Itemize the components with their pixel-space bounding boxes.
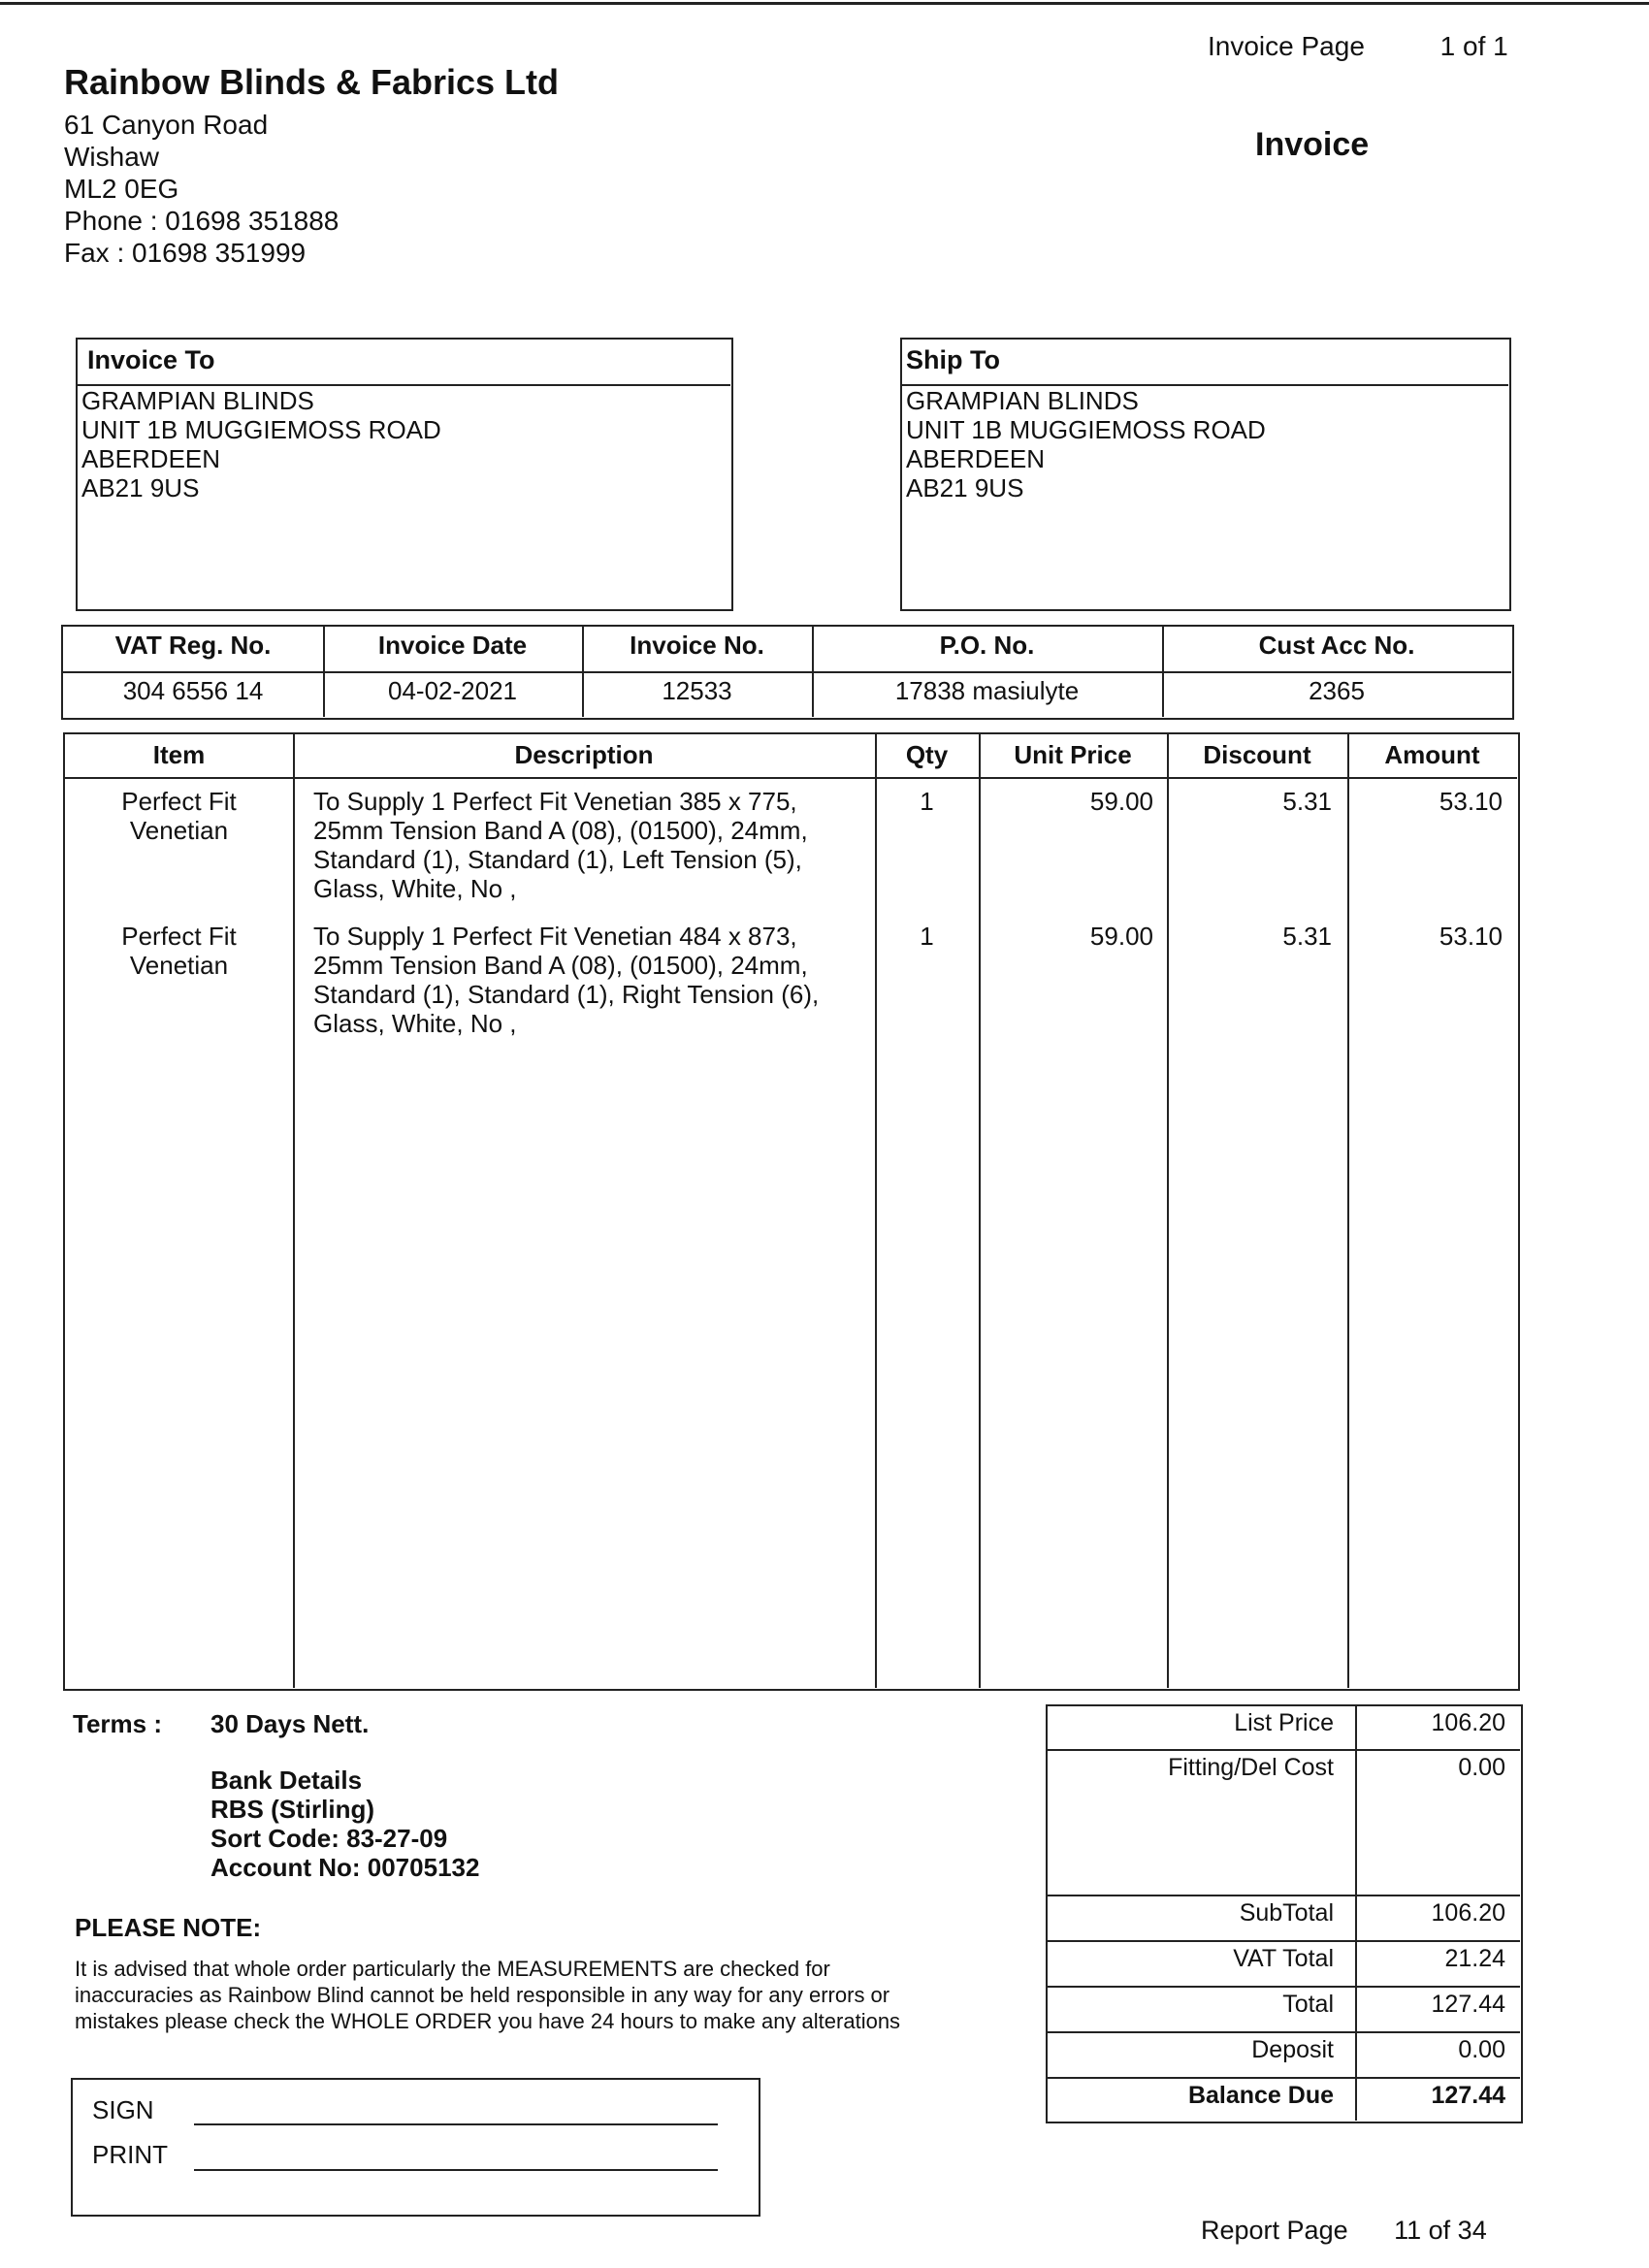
item-discount: 5.31 <box>1282 787 1332 816</box>
description-line: To Supply 1 Perfect Fit Venetian 484 x 873, <box>313 922 797 951</box>
description-line: Standard (1), Standard (1), Right Tension (6), <box>313 980 820 1009</box>
divider <box>1347 734 1349 1688</box>
item-amount: 53.10 <box>1439 922 1503 951</box>
invoice-no-value: 12533 <box>662 676 732 705</box>
address-line: AB21 9US <box>906 473 1024 502</box>
address-line: GRAMPIAN BLINDS <box>81 386 314 415</box>
company-address <box>64 109 339 269</box>
item-qty: 1 <box>920 922 934 951</box>
bank-details <box>210 1766 479 1882</box>
divider <box>1048 2077 1520 2079</box>
print-line[interactable] <box>194 2169 718 2171</box>
company-address-line: Wishaw <box>64 142 160 172</box>
divider <box>1167 734 1169 1688</box>
items-header: Unit Price <box>1014 740 1132 769</box>
company-phone: Phone : 01698 351888 <box>64 206 340 236</box>
divider <box>1048 1749 1520 1751</box>
subtotal-label: SubTotal <box>1239 1899 1334 1927</box>
note-line: mistakes please check the WHOLE ORDER you have 24 hours to make any alterations <box>75 2009 901 2033</box>
address-line: UNIT 1B MUGGIEMOSS ROAD <box>906 415 1266 444</box>
description-line: 25mm Tension Band A (08), (01500), 24mm, <box>313 816 808 845</box>
ref-header: Invoice No. <box>630 631 764 660</box>
invoice-page-header <box>1208 31 1508 62</box>
divider <box>1048 1986 1520 1988</box>
description-line: To Supply 1 Perfect Fit Venetian 385 x 775, <box>313 787 797 816</box>
signature-box <box>71 2078 760 2217</box>
note-line: It is advised that whole order particularly the MEASUREMENTS are checked for <box>75 1957 830 1981</box>
item-qty: 1 <box>920 787 934 816</box>
item-name-line: Venetian <box>129 816 229 845</box>
sign-label: SIGN <box>92 2095 154 2124</box>
divider <box>979 734 981 1688</box>
invoice-date-value: 04-02-2021 <box>388 676 517 705</box>
items-header: Discount <box>1203 740 1311 769</box>
invoice-page-label: Invoice Page <box>1208 31 1365 61</box>
vat-total-value: 21.24 <box>1444 1945 1505 1972</box>
items-header: Qty <box>905 740 949 769</box>
ship-to-box <box>900 338 1511 611</box>
divider <box>65 777 1517 779</box>
total-value: 127.44 <box>1431 1991 1505 2018</box>
items-header: Description <box>514 740 654 769</box>
description-line: Standard (1), Standard (1), Left Tension (5), <box>313 845 802 874</box>
address-line: ABERDEEN <box>81 444 221 473</box>
reference-table <box>61 625 1514 720</box>
company-address-line: ML2 0EG <box>64 174 179 204</box>
ship-to-title: Ship To <box>906 345 1000 374</box>
bank-details-line: RBS (Stirling) <box>210 1795 374 1824</box>
vat-reg-value: 304 6556 14 <box>122 676 264 705</box>
company-address-line: 61 Canyon Road <box>64 110 269 140</box>
items-header: Amount <box>1384 740 1480 769</box>
list-price-value: 106.20 <box>1431 1709 1505 1736</box>
terms-label: Terms : <box>73 1709 162 1738</box>
divider <box>1048 1895 1520 1896</box>
totals-box <box>1046 1704 1523 2123</box>
ship-to-address <box>906 386 1266 502</box>
vat-total-label: VAT Total <box>1233 1945 1334 1972</box>
item-unit-price: 59.00 <box>1089 922 1153 951</box>
deposit-value: 0.00 <box>1458 2036 1505 2063</box>
bank-details-line: Bank Details <box>210 1766 363 1795</box>
report-page <box>1201 2216 1487 2246</box>
deposit-label: Deposit <box>1251 2036 1334 2063</box>
item-description <box>313 922 819 1038</box>
company-fax: Fax : 01698 351999 <box>64 238 307 268</box>
document-title: Invoice <box>1255 126 1370 163</box>
item-name-line: Venetian <box>129 951 229 980</box>
address-line: UNIT 1B MUGGIEMOSS ROAD <box>81 415 441 444</box>
top-edge <box>0 2 1649 5</box>
items-header: Item <box>152 740 206 769</box>
invoice-to-address <box>81 386 441 502</box>
address-line: GRAMPIAN BLINDS <box>906 386 1139 415</box>
report-page-label: Report Page <box>1201 2216 1348 2245</box>
total-label: Total <box>1282 1991 1334 2018</box>
divider <box>63 671 1511 673</box>
address-line: ABERDEEN <box>906 444 1046 473</box>
subtotal-value: 106.20 <box>1431 1899 1505 1927</box>
ref-header: Invoice Date <box>377 631 528 660</box>
item-unit-price: 59.00 <box>1089 787 1153 816</box>
divider <box>293 734 295 1688</box>
balance-due-label: Balance Due <box>1187 2082 1334 2109</box>
print-label: PRINT <box>92 2140 168 2169</box>
note-text <box>75 1956 900 2034</box>
invoice-page-value: 1 of 1 <box>1439 31 1508 61</box>
item-discount: 5.31 <box>1282 922 1332 951</box>
item-name-line: Perfect Fit <box>121 787 237 816</box>
item-description <box>313 787 808 903</box>
company-name: Rainbow Blinds & Fabrics Ltd <box>64 62 560 102</box>
item-name <box>65 787 293 845</box>
note-title: PLEASE NOTE: <box>75 1913 262 1942</box>
po-no-value: 17838 masiulyte <box>894 676 1080 705</box>
terms-value: 30 Days Nett. <box>210 1709 370 1738</box>
fitting-label: Fitting/Del Cost <box>1168 1754 1334 1781</box>
item-amount: 53.10 <box>1439 787 1503 816</box>
items-table <box>63 732 1520 1691</box>
description-line: 25mm Tension Band A (08), (01500), 24mm, <box>313 951 808 980</box>
divider <box>1048 2031 1520 2033</box>
list-price-label: List Price <box>1234 1709 1334 1736</box>
sign-line[interactable] <box>194 2123 718 2125</box>
ref-header: VAT Reg. No. <box>114 631 272 660</box>
note-line: inaccuracies as Rainbow Blind cannot be held responsible in any way for any errors or <box>75 1983 890 2007</box>
invoice-to-box <box>76 338 733 611</box>
cust-acc-value: 2365 <box>1309 676 1365 705</box>
bank-details-line: Account No: 00705132 <box>210 1853 480 1882</box>
divider <box>875 734 877 1688</box>
item-name-line: Perfect Fit <box>121 922 237 951</box>
balance-due-value: 127.44 <box>1431 2082 1505 2109</box>
divider <box>1048 1940 1520 1942</box>
ref-header: Cust Acc No. <box>1258 631 1415 660</box>
ref-header: P.O. No. <box>939 631 1035 660</box>
description-line: Glass, White, No , <box>313 1009 517 1038</box>
item-name <box>65 922 293 980</box>
description-line: Glass, White, No , <box>313 874 517 903</box>
report-page-value: 11 of 34 <box>1394 2216 1487 2245</box>
address-line: AB21 9US <box>81 473 200 502</box>
bank-details-line: Sort Code: 83-27-09 <box>210 1824 448 1853</box>
fitting-value: 0.00 <box>1458 1754 1505 1781</box>
invoice-to-title: Invoice To <box>87 345 215 374</box>
